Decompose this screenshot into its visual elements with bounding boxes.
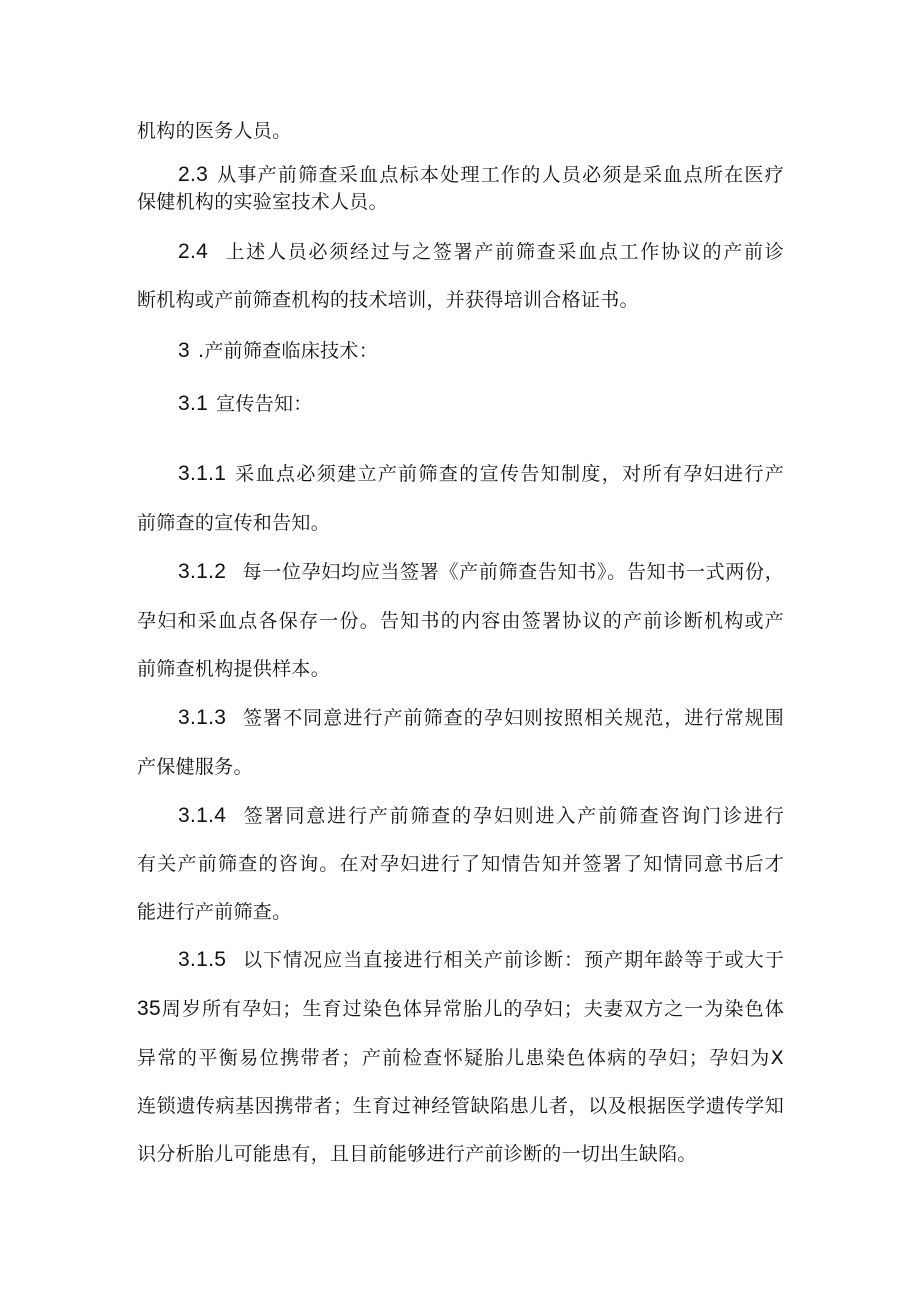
line-text: 采血点必须建立产前筛查的宣传告知制度，对所有孕妇进行产: [234, 463, 784, 485]
age-number: 35: [137, 997, 161, 1020]
section-number: 3: [178, 339, 190, 362]
text-line: [178, 705, 784, 731]
text-line: [137, 287, 787, 313]
line-text: .产前筛查临床技术：: [197, 340, 379, 362]
text-line: [178, 162, 784, 188]
text-line: [137, 608, 784, 634]
text-line: [137, 1045, 784, 1071]
section-number: 2.3: [178, 163, 209, 186]
line-text: 识分析胎儿可能患有，且目前能够进行产前诊断的一切出生缺陷。: [137, 1143, 697, 1165]
section-number: 3.1.2: [178, 560, 227, 583]
line-text: 前筛查的宣传和告知。: [137, 512, 331, 534]
line-text: 能进行产前筛查。: [137, 901, 292, 923]
text-line: [137, 510, 787, 536]
text-line: [137, 996, 784, 1022]
text-line: [137, 118, 787, 144]
text-line: [178, 239, 784, 265]
text-line: [137, 754, 787, 780]
text-line: [137, 656, 787, 682]
line-text: 孕妇和采血点各保存一份。告知书的内容由签署协议的产前诊断机构或产: [137, 610, 784, 632]
line-text: 异常的平衡易位携带者；产前检查怀疑胎儿患染色体病的孕妇；孕妇为X: [137, 1047, 784, 1069]
line-text: 前筛查机构提供样本。: [137, 658, 331, 680]
line-text: 签署同意进行产前筛查的孕妇则进入产前筛查咨询门诊进行: [242, 805, 784, 827]
line-text: 每一位孕妇均应当签署《产前筛查告知书》。告知书一式两份，: [242, 561, 784, 583]
line-text: 以下情况应当直接进行相关产前诊断：预产期年龄等于或大于: [242, 949, 784, 971]
text-line: [178, 391, 828, 417]
text-line: [137, 189, 787, 215]
line-text: 产保健服务。: [137, 756, 253, 778]
line-text: 连锁遗传病基因携带者；生育过神经管缺陷患儿者，以及根据医学遗传学知: [137, 1095, 784, 1117]
line-text: 有关产前筛查的咨询。在对孕妇进行了知情告知并签署了知情同意书后才: [137, 853, 784, 875]
text-line: [137, 1141, 787, 1167]
line-text: 断机构或产前筛查机构的技术培训，并获得培训合格证书。: [137, 289, 639, 311]
text-line: [178, 947, 784, 973]
text-line: [178, 338, 828, 364]
line-text: 保健机构的实验室技术人员。: [137, 191, 388, 213]
section-number: 3.1.4: [178, 804, 227, 827]
section-number: 3.1.3: [178, 706, 227, 729]
line-text: 上述人员必须经过与之签署产前筛查采血点工作协议的产前诊: [224, 241, 784, 263]
line-text: 从事产前筛查采血点标本处理工作的人员必须是采血点所在医疗: [216, 164, 784, 186]
section-number: 3.1.5: [178, 948, 227, 971]
text-line: [178, 803, 784, 829]
text-line: [137, 851, 784, 877]
line-text: 周岁所有孕妇；生育过染色体异常胎儿的孕妇；夫妻双方之一为染色体: [160, 998, 784, 1020]
line-text: 机构的医务人员。: [137, 120, 292, 142]
text-line: [137, 899, 787, 925]
line-text: 签署不同意进行产前筛查的孕妇则按照相关规范，进行常规围: [242, 707, 784, 729]
text-line: [178, 461, 784, 487]
section-number: 2.4: [178, 240, 209, 263]
section-number: 3.1.1: [178, 462, 227, 485]
text-line: [137, 1093, 784, 1119]
text-line: [178, 559, 784, 585]
line-text: 宣传告知：: [216, 393, 313, 415]
section-number: 3.1: [178, 392, 209, 415]
